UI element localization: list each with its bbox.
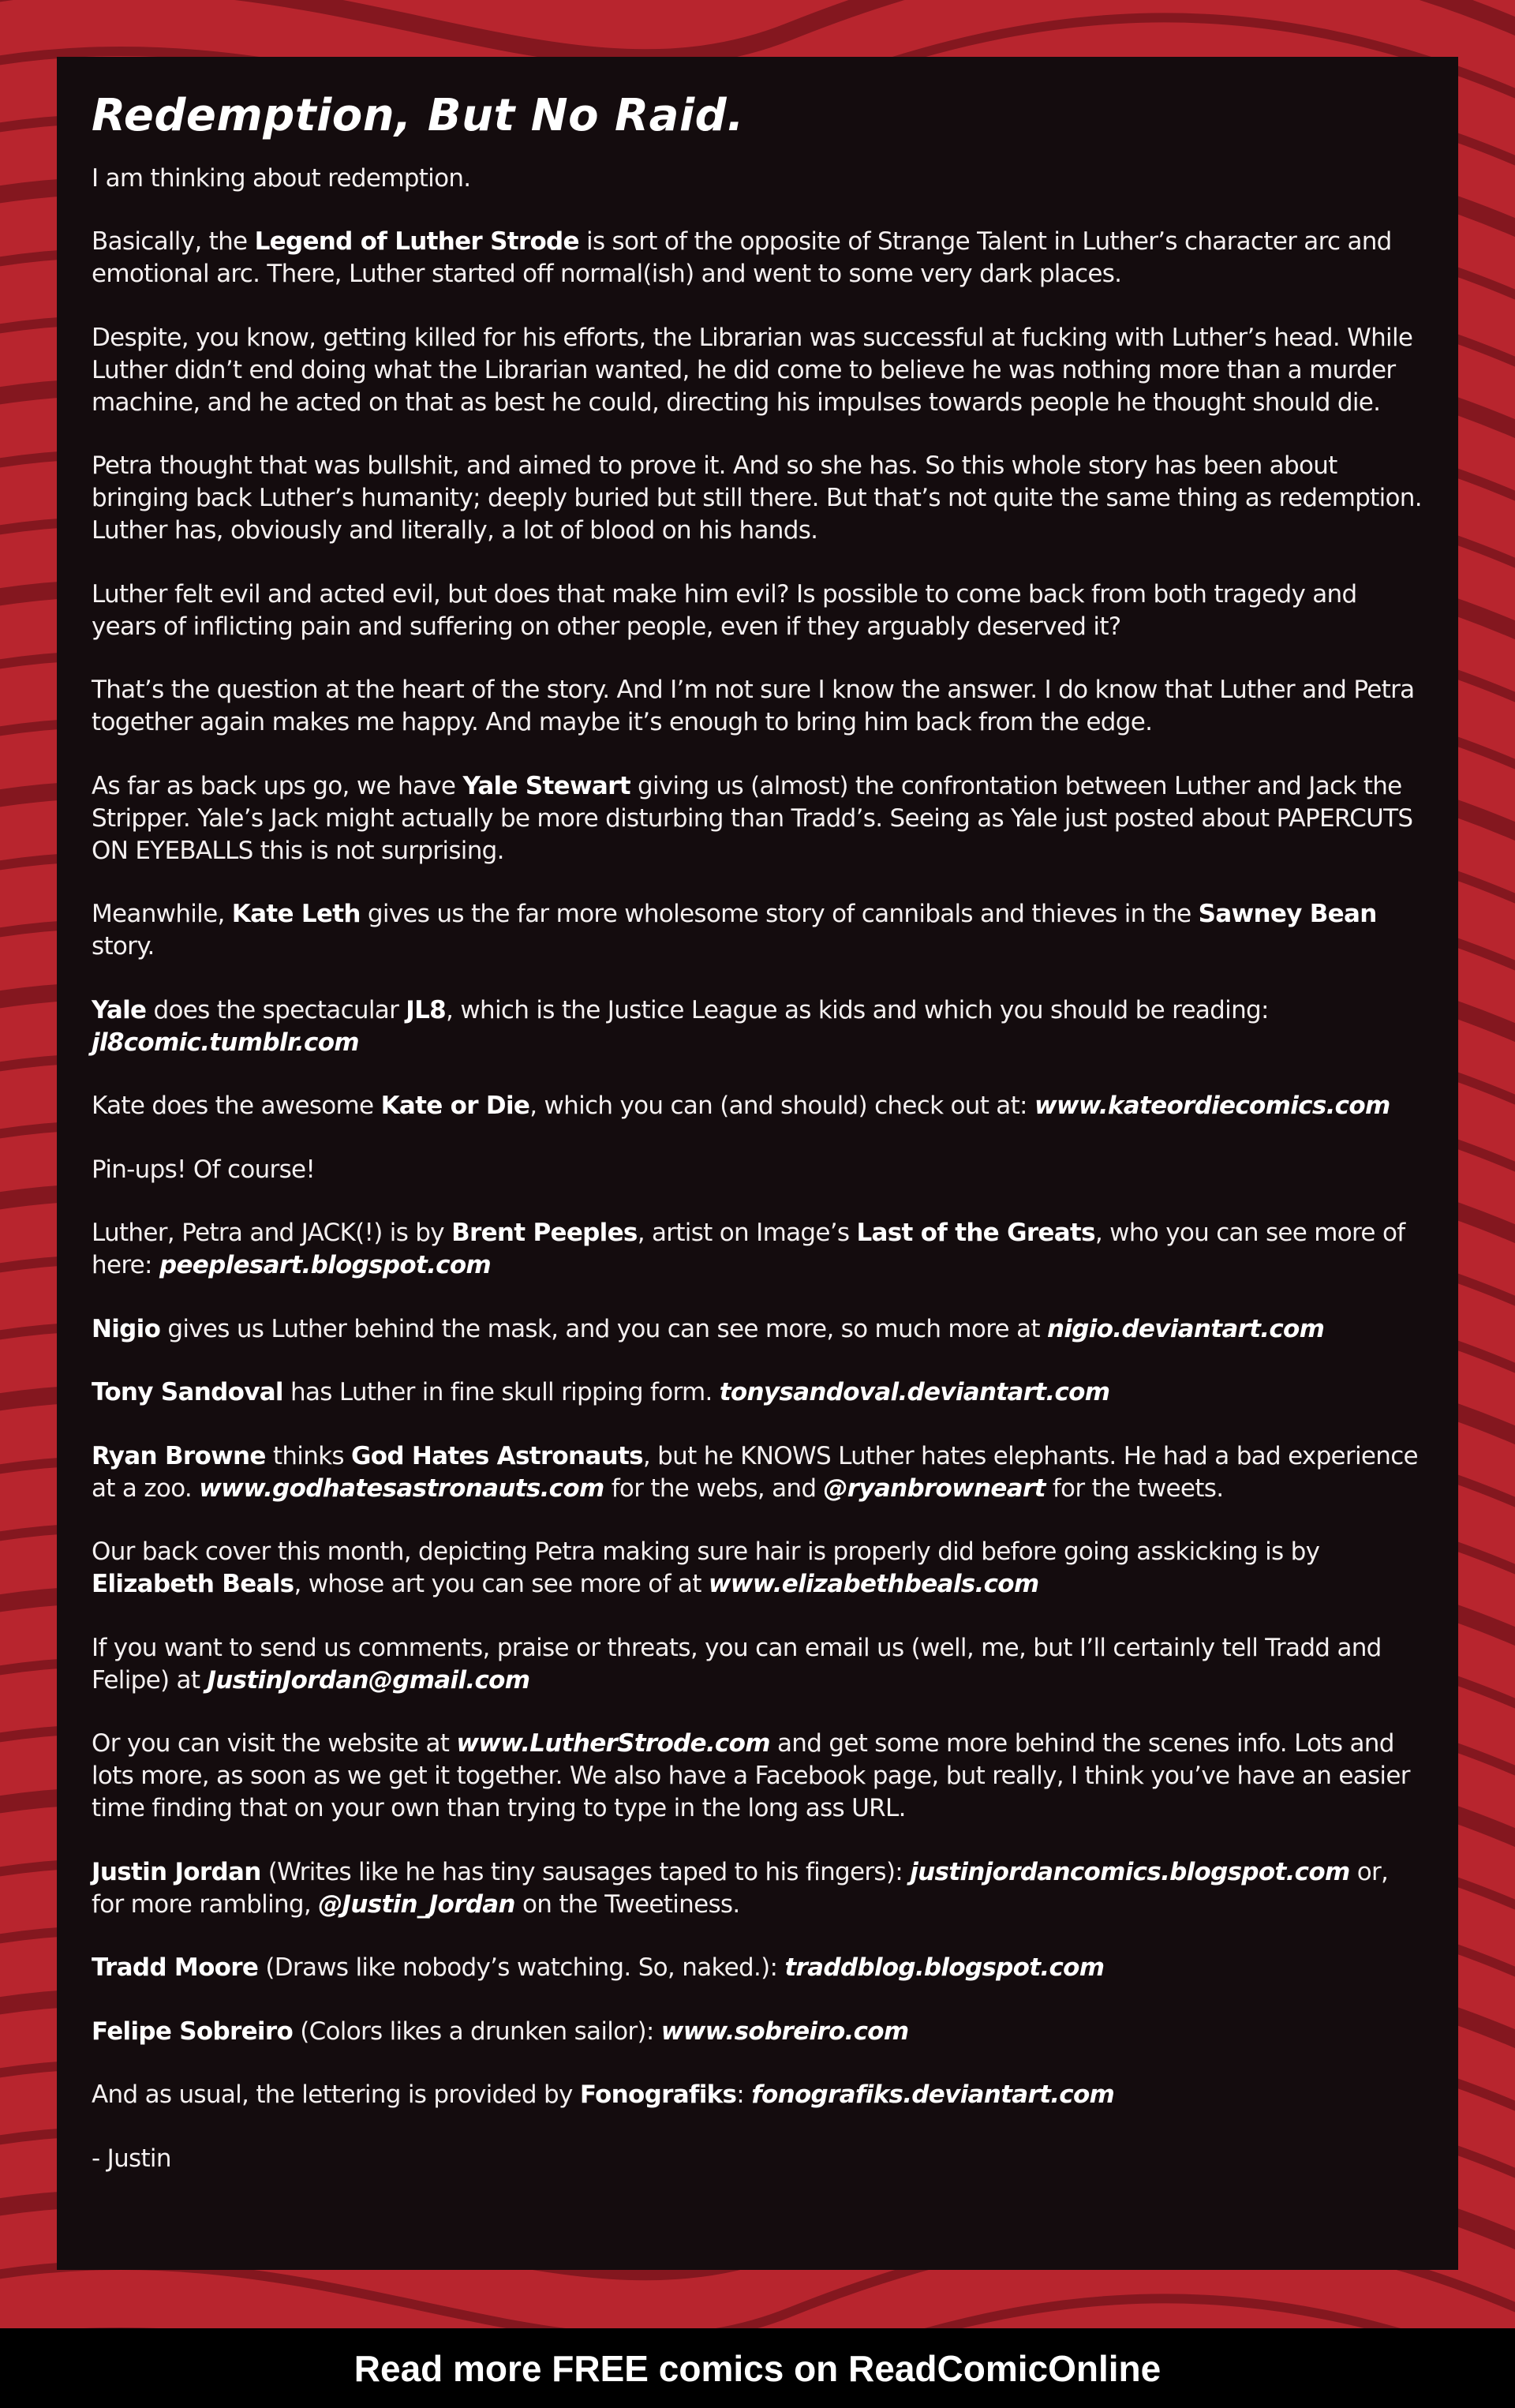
body-text: for the tweets. [1045,1474,1224,1503]
body-text: (Colors likes a drunken sailor): [293,2017,661,2046]
body-text: thinks [265,1441,351,1470]
body-text: I am thinking about redemption. [92,163,471,193]
bold-name: Elizabeth Beals [92,1570,294,1599]
body-text: Luther felt evil and acted evil, but does that make him evil? Is possible to come back from both tragedy and years of inflicting pain and suffering on other people, even if they arguably deserved it? [92,579,1357,641]
article-paragraph [92,898,1423,963]
article-panel [57,57,1458,2270]
web-link[interactable]: traddblog.blogspot.com [784,1953,1105,1983]
body-text: : [736,2080,752,2110]
article-paragraph [92,579,1423,643]
body-text: Despite, you know, getting killed for his efforts, the Librarian was successful at fucking with Luther’s head. While Luther didn’t end doing what the Librarian wanted, he did come to believe he was nothing more than a murder machine, and he acted on that as best he could, directing his impulses towards people he thought should die. [92,323,1413,417]
body-text: , which is the Justice League as kids and which you should be reading: [446,995,1269,1024]
web-link[interactable]: nigio.deviantart.com [1047,1314,1325,1343]
bold-name: Nigio [92,1314,161,1343]
body-text: Petra thought that was bullshit, and aimed to prove it. And so she has. So this whole story has been about bringing back Luther’s humanity; deeply buried but still there. But that’s not quite the same thing as redemption. Luther has, obviously and literally, a lot of blood on his hands. [92,451,1422,545]
web-link[interactable]: www.elizabethbeals.com [708,1570,1039,1599]
article-paragraph [92,226,1423,290]
body-text: gives us the far more wholesome story of cannibals and thieves in the [360,900,1199,929]
body-text: Luther, Petra and JACK(!) is by [92,1219,452,1248]
article-paragraph [92,994,1423,1059]
article-paragraph [92,322,1423,419]
article-paragraph [92,1440,1423,1505]
footer-text: Read more FREE comics on ReadComicOnline [354,2347,1162,2389]
web-link[interactable]: www.kateordiecomics.com [1034,1092,1390,1121]
web-link[interactable]: tonysandoval.deviantart.com [719,1378,1110,1407]
body-text: If you want to send us comments, praise or threats, you can email us (well, me, but I’ll certainly tell Tradd and Felipe) at [92,1633,1382,1695]
body-text: As far as back ups go, we have [92,771,463,800]
bold-name: Felipe Sobreiro [92,2017,294,2046]
body-text: for the webs, and [604,1474,824,1503]
web-link[interactable]: www.LutherStrode.com [456,1729,770,1758]
body-text: or, for more rambling, [92,1857,1389,1919]
article-paragraph [92,1856,1423,1921]
web-link[interactable]: @Justin_Jordan [318,1889,515,1919]
body-text: and get some more behind the scenes info. Lots and lots more, as soon as we get it together. We also have a Facebook page, but really, I think you’ve have an easier time finding that on your own than trying to type in the long ass URL. [92,1729,1410,1823]
body-text: - Justin [92,2144,171,2173]
bold-name: Brent Peeples [451,1219,638,1248]
body-text: , but he KNOWS Luther hates elephants. He had a bad experience at a zoo. [92,1441,1418,1503]
bold-name: Sawney Bean [1198,900,1377,929]
web-link[interactable]: www.godhatesastronauts.com [199,1474,604,1503]
body-text: story. [92,932,155,961]
body-text: Kate does the awesome [92,1092,381,1121]
bold-name: Kate Leth [231,900,361,929]
bold-name: Legend of Luther Strode [254,227,579,257]
body-text: on the Tweetiness. [514,1889,740,1919]
article-paragraph [92,674,1423,739]
body-text: Our back cover this month, depicting Petra making sure hair is properly did before going asskicking is by [92,1537,1320,1567]
web-link[interactable]: @ryanbrowneart [823,1474,1046,1503]
body-text: gives us Luther behind the mask, and you can see more, so much more at [160,1314,1047,1343]
article-paragraph [92,1313,1423,1346]
body-text: That’s the question at the heart of the story. And I’m not sure I know the answer. I do know that Luther and Petra together again makes me happy. And maybe it’s enough to bring him back from the edge. [92,676,1415,737]
bold-name: Tradd Moore [92,1953,259,1983]
bold-name: Yale Stewart [462,771,630,800]
article-paragraph [92,450,1423,547]
article-body [92,163,1423,2175]
bold-name: Yale [92,995,147,1024]
body-text: , which you can (and should) check out at: [529,1092,1034,1121]
body-text: Meanwhile, [92,900,232,929]
body-text: has Luther in fine skull ripping form. [282,1378,720,1407]
web-link[interactable]: www.sobreiro.com [660,2017,909,2046]
body-text: (Draws like nobody’s watching. So, naked.): [258,1953,785,1983]
body-text: , whose art you can see more of at [294,1570,709,1599]
body-text: is sort of the opposite of Strange Talent in Luther’s character arc and emotional arc. There, Luther started off normal(ish) and went to some very dark places. [92,227,1392,289]
web-link[interactable]: fonografiks.deviantart.com [751,2080,1115,2110]
body-text: Basically, the [92,227,255,257]
body-text: And as usual, the lettering is provided by [92,2080,580,2110]
body-text: Pin-ups! Of course! [92,1155,316,1184]
body-text: does the spectacular [146,995,406,1024]
bold-name: Justin Jordan [92,1857,261,1886]
bold-name: Fonografiks [579,2080,737,2110]
bold-name: Ryan Browne [92,1441,266,1470]
article-paragraph [92,1154,1423,1186]
web-link[interactable]: peeplesart.blogspot.com [159,1251,492,1280]
bold-name: Kate or Die [380,1092,530,1121]
article-paragraph [92,1952,1423,1984]
article-paragraph [92,163,1423,195]
article-paragraph [92,1376,1423,1409]
body-text: Or you can visit the website at [92,1729,457,1758]
article-paragraph [92,770,1423,867]
bold-name: Tony Sandoval [92,1378,283,1407]
web-link[interactable]: jl8comic.tumblr.com [92,1028,359,1057]
article-paragraph [92,2143,1423,2175]
article-paragraph [92,1728,1423,1825]
article-paragraph [92,1536,1423,1601]
body-text: (Writes like he has tiny sausages taped to his fingers): [260,1857,911,1886]
article-paragraph [92,1217,1423,1282]
article-paragraph [92,1090,1423,1122]
article-paragraph [92,1632,1423,1697]
bold-name: JL8 [406,995,447,1024]
article-paragraph [92,2079,1423,2111]
body-text: giving us (almost) the confrontation between Luther and Jack the Stripper. Yale’s Jack might actually be more disturbing than Tradd’s. Seeing as Yale just posted about PAPERCUTS ON EYEBALLS this is not surprising. [92,771,1413,865]
article-title: Redemption, But No Raid. [92,90,745,141]
web-link[interactable]: JustinJordan@gmail.com [207,1665,530,1695]
bold-name: God Hates Astronauts [351,1441,643,1470]
body-text: , who you can see more of here: [92,1219,1405,1280]
article-paragraph [92,2016,1423,2048]
body-text: , artist on Image’s [637,1219,857,1248]
web-link[interactable]: justinjordancomics.blogspot.com [910,1857,1350,1886]
footer-banner[interactable] [0,2328,1515,2408]
bold-name: Last of the Greats [856,1219,1095,1248]
